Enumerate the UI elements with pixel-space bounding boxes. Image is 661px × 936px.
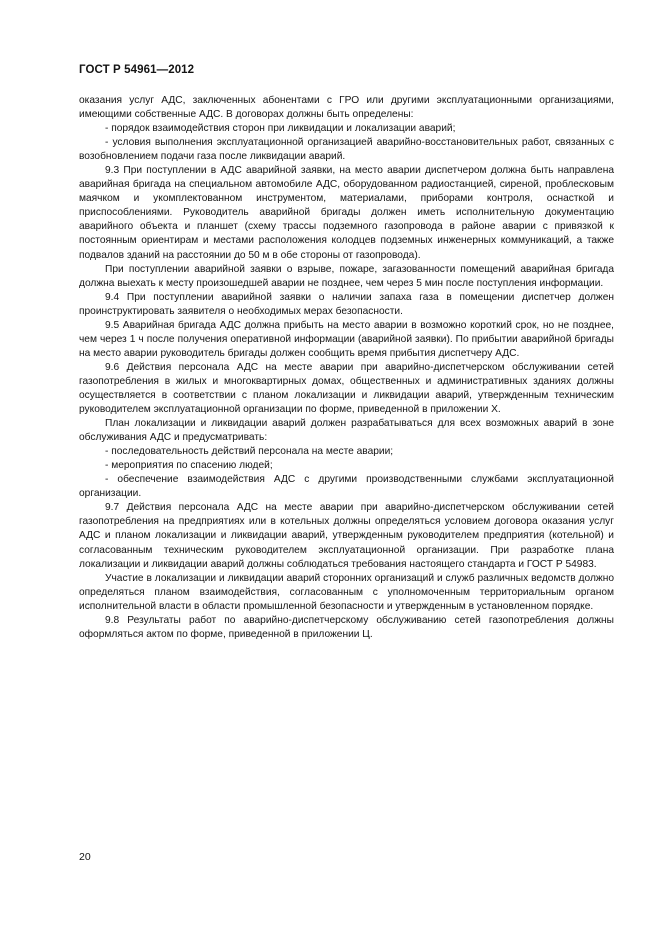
list-item-interaction-services: - обеспечение взаимодействия АДС с другими производственными службами эксплуатационной организации. <box>79 474 614 500</box>
paragraph-9-4: 9.4 При поступлении аварийной заявки о наличии запаха газа в помещении диспетчер должен проинструктировать заявителя о необходимых мерах безопасности. <box>79 291 614 317</box>
list-item-interaction-order: - порядок взаимодействия сторон при ликвидации и локализации аварий; <box>105 123 456 135</box>
document-header: ГОСТ Р 54961—2012 <box>79 64 195 76</box>
paragraph-9-3: 9.3 При поступлении в АДС аварийной заявки, на место аварии диспетчером должна быть направлена аварийная бригада на специальном автомобиле АДС, оборудованном радиостанцией, сиреной, проблесковым маячком и укомплектованном инструментом, материалами, приборами контроля, оснасткой и приспособлениями. Руководитель аварийной бригады должен иметь исполнительную документацию аварийного объекта и планшет (схему трассы подземного газопровода в районе аварии с привязкой к постоянным ориентирам и местами расположения колодцев подземных инженерных коммуникаций, а также подвалов зданий на расстоянии до 50 м в обе стороны от газопровода). <box>79 165 614 261</box>
paragraph-9-5: 9.5 Аварийная бригада АДС должна прибыть на место аварии в возможно короткий срок, но не позднее, чем через 1 ч после получения оперативной информации (аварийной заявки). По прибытии аварийной бригады на место аварии руководитель бригады должен сообщить время прибытия диспетчеру АДС. <box>79 319 614 359</box>
document-body <box>79 94 614 642</box>
paragraph-9-7-participation: Участие в локализации и ликвидации аварий сторонних организаций и служб различных ведомств должно определяться планом взаимодействия, согласованным с уполномоченным территориальным органом исполнительной власти в области промышленной безопасности и утвержденным в установленном порядке. <box>79 572 614 612</box>
paragraph-9-3-explosion: При поступлении аварийной заявки о взрыве, пожаре, загазованности помещений аварийная бригада должна выехать к месту произошедшей аварии не позднее, чем через 5 мин после поступления информации. <box>79 263 614 289</box>
list-item-action-sequence: - последовательность действий персонала на месте аварии; <box>105 446 394 458</box>
list-item-restoration-conditions: - условия выполнения эксплуатационной организацией аварийно-восстановительных работ, связанных с возобновлением подачи газа после ликвидации аварий. <box>79 137 614 163</box>
paragraph-9-6-plan: План локализации и ликвидации аварий должен разрабатываться для всех возможных аварий в зоне обслуживания АДС и предусматривать: <box>79 418 614 444</box>
list-item-rescue-measures: - мероприятия по спасению людей; <box>105 460 273 472</box>
paragraph-9-6: 9.6 Действия персонала АДС на месте аварии при аварийно-диспетчерском обслуживании сетей газопотребления в жилых и многоквартирных домах, общественных и административных зданиях должны осуществляется в соответствии с планом локализации и ликвидации аварий, утвержденным техническим руководителем эксплуатационной организации по форме, приведенной в приложении Х. <box>79 361 614 416</box>
paragraph-9-7: 9.7 Действия персонала АДС на месте аварии при аварийно-диспетчерском обслуживании сетей газопотребления на предприятиях или в котельных должны определяться условием договора оказания услуг АДС и планом локализации и ликвидации аварий, утвержденным руководителем предприятия (котельной) и согласованным техническим руководителем эксплуатационной организации. При разработке плана локализации и ликвидации аварий должны соблюдаться требования настоящего стандарта и ГОСТ Р 54983. <box>79 502 614 570</box>
paragraph-9-8: 9.8 Результаты работ по аварийно-диспетчерскому обслуживанию сетей газопотребления должны оформляться актом по форме, приведенной в приложении Ц. <box>79 614 614 640</box>
paragraph-continuation: оказания услуг АДС, заключенных абонентами с ГРО или другими эксплуатационными организациями, имеющими собственные АДС. В договорах должны быть определены: <box>79 95 614 121</box>
page-number: 20 <box>79 851 91 863</box>
